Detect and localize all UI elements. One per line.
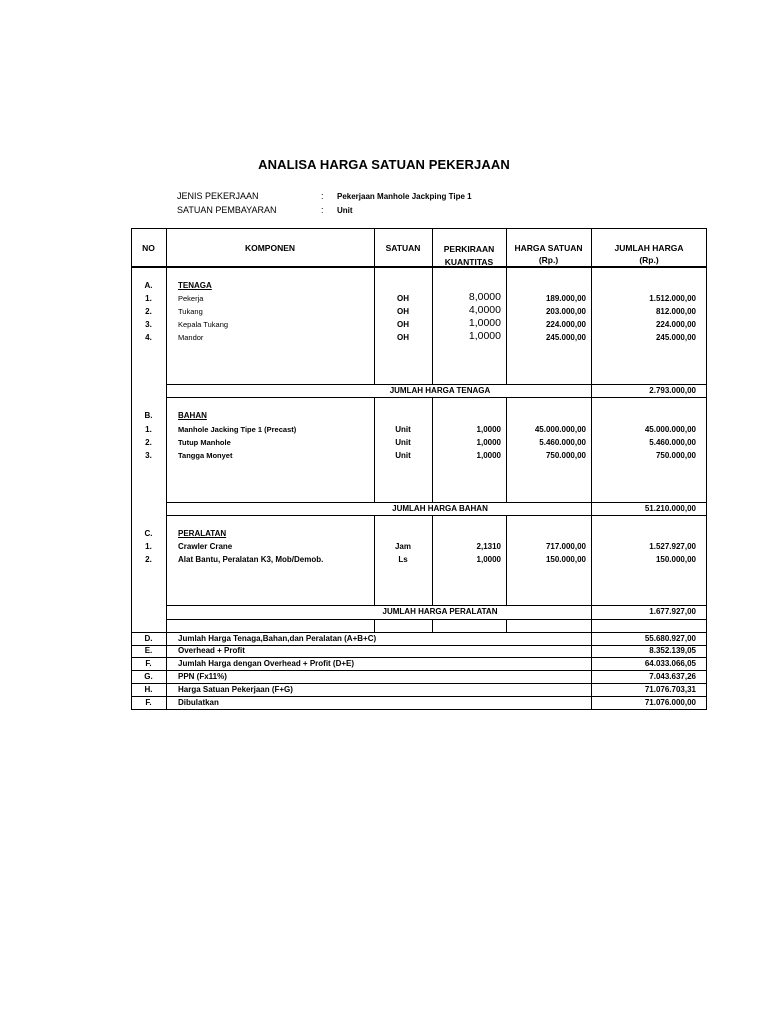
row-no: 1. xyxy=(145,294,152,303)
jenis-colon: : xyxy=(321,191,324,201)
row-total: 5.460.000,00 xyxy=(649,438,696,447)
row-total: 812.000,00 xyxy=(655,307,696,316)
row-qty: 2,1310 xyxy=(476,542,501,551)
row-unit: Ls xyxy=(398,555,408,564)
row-total: 245.000,00 xyxy=(655,333,696,342)
rule xyxy=(131,683,707,684)
row-price: 224.000,00 xyxy=(545,320,586,329)
row-name: Alat Bantu, Peralatan K3, Mob/Demob. xyxy=(178,555,324,564)
rule xyxy=(166,502,707,503)
row-total: 45.000.000,00 xyxy=(644,425,696,434)
row-name: Kepala Tukang xyxy=(178,320,229,329)
header-harga-2: (Rp.) xyxy=(538,255,559,265)
row-unit: OH xyxy=(397,333,409,342)
row-name: Mandor xyxy=(178,333,204,342)
header-rule xyxy=(131,266,707,268)
col-divider xyxy=(166,228,167,710)
row-qty: 1,0000 xyxy=(476,438,501,447)
row-unit: Jam xyxy=(394,542,411,551)
section-code-bahan: B. xyxy=(144,411,153,420)
summary-value: 8.352.139,05 xyxy=(649,646,696,655)
summary-value: 7.043.637,26 xyxy=(649,672,696,681)
row-unit: OH xyxy=(397,320,409,329)
summary-code: E. xyxy=(144,646,153,655)
row-unit: Unit xyxy=(395,425,411,434)
row-qty: 1,0000 xyxy=(476,425,501,434)
row-unit: OH xyxy=(397,307,409,316)
row-price: 5.460.000,00 xyxy=(539,438,586,447)
summary-label: Dibulatkan xyxy=(178,698,219,707)
rule xyxy=(166,397,707,398)
summary-value: 55.680.927,00 xyxy=(644,634,696,643)
page-title: ANALISA HARGA SATUAN PEKERJAAN xyxy=(258,157,510,172)
row-name: Crawler Crane xyxy=(178,542,233,551)
summary-value: 71.076.000,00 xyxy=(644,698,696,707)
subtotal-value-tenaga: 2.793.000,00 xyxy=(649,386,696,395)
row-no: 1. xyxy=(145,542,152,551)
subtotal-value-bahan: 51.210.000,00 xyxy=(644,504,696,513)
rule xyxy=(131,670,707,671)
satuan-colon: : xyxy=(321,205,324,215)
summary-code: G. xyxy=(144,672,153,681)
header-harga-1: HARGA SATUAN xyxy=(514,243,583,253)
row-total: 1.512.000,00 xyxy=(649,294,696,303)
row-total: 224.000,00 xyxy=(655,320,696,329)
row-no: 2. xyxy=(145,438,152,447)
row-total: 1.527.927,00 xyxy=(649,542,696,551)
section-title-bahan: BAHAN xyxy=(178,411,207,420)
subtotal-label-peralatan: JUMLAH HARGA PERALATAN xyxy=(382,607,498,616)
jenis-value: Pekerjaan Manhole Jackping Tipe 1 xyxy=(337,192,472,201)
header-kuantitas-1: PERKIRAAN xyxy=(443,244,495,254)
summary-label: Jumlah Harga dengan Overhead + Profit (D+E) xyxy=(178,659,355,668)
summary-value: 64.033.066,05 xyxy=(644,659,696,668)
rule xyxy=(166,515,707,516)
col-divider xyxy=(432,619,433,633)
header-komponen: KOMPONEN xyxy=(244,243,296,253)
row-qty: 1,0000 xyxy=(468,317,501,329)
row-unit: Unit xyxy=(395,438,411,447)
subtotal-value-peralatan: 1.677.927,00 xyxy=(649,607,696,616)
col-divider xyxy=(506,397,507,503)
row-no: 4. xyxy=(145,333,152,342)
row-name: Pekerja xyxy=(178,294,204,303)
row-price: 45.000.000,00 xyxy=(534,425,586,434)
section-code-peralatan: C. xyxy=(144,529,153,538)
row-no: 1. xyxy=(145,425,152,434)
summary-value: 71.076.703,31 xyxy=(644,685,696,694)
subtotal-label-tenaga: JUMLAH HARGA TENAGA xyxy=(389,386,491,395)
row-qty: 1,0000 xyxy=(468,330,501,342)
summary-label: Jumlah Harga Tenaga,Bahan,dan Peralatan (A+B+C) xyxy=(178,634,377,643)
header-jumlah-2: (Rp.) xyxy=(639,255,659,265)
col-divider xyxy=(506,619,507,633)
header-satuan: SATUAN xyxy=(385,243,421,253)
row-name: Manhole Jacking Tipe 1 (Precast) xyxy=(178,425,297,434)
satuan-label: SATUAN PEMBAYARAN xyxy=(177,205,277,215)
row-price: 203.000,00 xyxy=(545,307,586,316)
row-name: Tukang xyxy=(178,307,203,316)
row-no: 3. xyxy=(145,451,152,460)
summary-code: D. xyxy=(144,634,153,643)
row-qty: 1,0000 xyxy=(476,555,501,564)
row-name: Tutup Manhole xyxy=(178,438,231,447)
header-kuantitas-2: KUANTITAS xyxy=(444,257,494,267)
row-total: 150.000,00 xyxy=(655,555,696,564)
row-qty: 1,0000 xyxy=(476,451,501,460)
summary-label: PPN (Fx11%) xyxy=(178,672,227,681)
row-price: 245.000,00 xyxy=(545,333,586,342)
header-no: NO xyxy=(142,243,155,253)
col-divider xyxy=(374,397,375,503)
row-unit: OH xyxy=(397,294,409,303)
section-title-tenaga: TENAGA xyxy=(178,281,212,290)
row-unit: Unit xyxy=(395,451,411,460)
summary-code: H. xyxy=(144,685,153,694)
satuan-value: Unit xyxy=(337,206,353,215)
rule xyxy=(166,384,707,385)
rule xyxy=(131,696,707,697)
subtotal-label-bahan: JUMLAH HARGA BAHAN xyxy=(392,504,488,513)
summary-code: F. xyxy=(145,698,152,707)
rule xyxy=(166,605,707,606)
summary-code: F. xyxy=(145,659,152,668)
header-jumlah-1: JUMLAH HARGA xyxy=(614,243,684,253)
rule xyxy=(131,657,707,658)
row-qty: 4,0000 xyxy=(468,304,501,316)
row-price: 189.000,00 xyxy=(545,294,586,303)
row-total: 750.000,00 xyxy=(655,451,696,460)
row-qty: 8,0000 xyxy=(468,291,501,303)
col-divider xyxy=(432,397,433,503)
row-no: 2. xyxy=(145,555,152,564)
row-price: 750.000,00 xyxy=(545,451,586,460)
row-price: 717.000,00 xyxy=(545,542,586,551)
row-price: 150.000,00 xyxy=(545,555,586,564)
summary-label: Overhead + Profit xyxy=(178,646,245,655)
section-code-tenaga: A. xyxy=(144,281,153,290)
rule xyxy=(131,632,707,633)
row-name: Tangga Monyet xyxy=(178,451,233,460)
jenis-label: JENIS PEKERJAAN xyxy=(177,191,259,201)
rule xyxy=(166,619,707,620)
section-title-peralatan: PERALATAN xyxy=(178,529,227,538)
row-no: 2. xyxy=(145,307,152,316)
col-divider xyxy=(374,619,375,633)
row-no: 3. xyxy=(145,320,152,329)
summary-label: Harga Satuan Pekerjaan (F+G) xyxy=(178,685,293,694)
